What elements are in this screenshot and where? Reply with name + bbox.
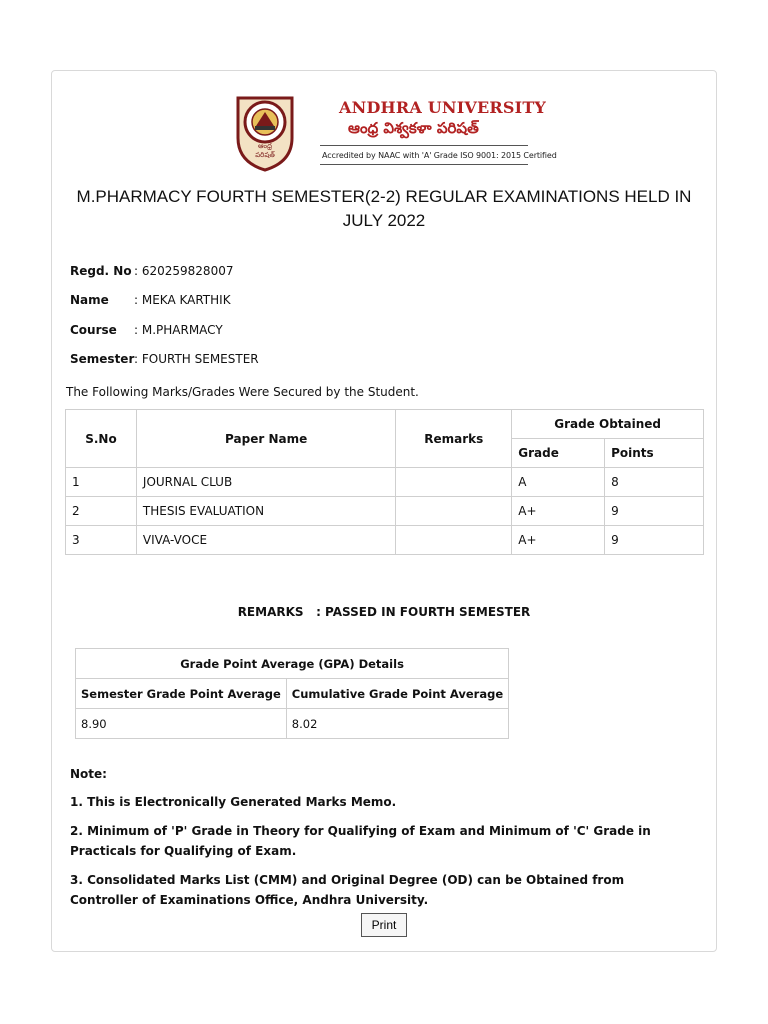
grade-obtained-header: Grade Obtained <box>512 410 704 439</box>
svg-text:పరిషత్: పరిషత్ <box>255 151 275 159</box>
paper-name-header: Paper Name <box>136 410 395 468</box>
remarks-cell <box>396 497 512 526</box>
note-heading: Note: <box>70 767 107 781</box>
note-item: 2. Minimum of 'P' Grade in Theory for Qualifying of Exam and Minimum of 'C' Grade in Practicals for Qualifying of Exam. <box>70 824 651 858</box>
exam-title: M.PHARMACY FOURTH SEMESTER(2-2) REGULAR EXAMINATIONS HELD IN JULY 2022 <box>76 187 692 230</box>
sgpa-header: Semester Grade Point Average <box>76 679 287 709</box>
sgpa-value: 8.90 <box>76 709 287 739</box>
points-cell: 9 <box>605 526 704 555</box>
regd-row <box>70 264 233 278</box>
sno-cell: 1 <box>66 468 137 497</box>
marks-table <box>65 409 704 555</box>
paper-name-cell: VIVA-VOCE <box>136 526 395 555</box>
grade-header: Grade <box>512 439 605 468</box>
grade-cell: A <box>512 468 605 497</box>
table-row <box>66 497 704 526</box>
result-remarks: REMARKS : PASSED IN FOURTH SEMESTER <box>237 605 531 619</box>
remarks-header: Remarks <box>396 410 512 468</box>
course-row <box>70 323 223 337</box>
paper-name-cell: JOURNAL CLUB <box>136 468 395 497</box>
gpa-title: Grade Point Average (GPA) Details <box>76 649 509 679</box>
grade-cell: A+ <box>512 497 605 526</box>
paper-name-cell: THESIS EVALUATION <box>136 497 395 526</box>
remarks-cell <box>396 526 512 555</box>
header-divider <box>320 145 528 146</box>
name-row <box>70 293 231 307</box>
university-name-telugu: ఆంధ్ర విశ్వకళా పరిషత్ <box>348 119 479 137</box>
sno-header: S.No <box>66 410 137 468</box>
course-label: Course <box>70 323 117 337</box>
table-row <box>76 709 509 739</box>
semester-label: Semester <box>70 352 135 366</box>
semester-row <box>70 352 259 366</box>
university-logo <box>234 92 296 172</box>
points-cell: 9 <box>605 497 704 526</box>
cgpa-value: 8.02 <box>286 709 508 739</box>
sno-cell: 2 <box>66 497 137 526</box>
svg-text:ఆంధ్ర: ఆంధ్ర <box>257 142 273 150</box>
accreditation-text: Accredited by NAAC with 'A' Grade ISO 9001: 2015 Certified <box>322 151 557 160</box>
regd-label: Regd. No <box>70 264 132 278</box>
name-label: Name <box>70 293 109 307</box>
note-item: 1. This is Electronically Generated Marks Memo. <box>70 795 397 809</box>
header-divider <box>320 164 528 165</box>
gpa-table <box>75 648 509 739</box>
print-button[interactable]: Print <box>361 913 407 937</box>
grade-cell: A+ <box>512 526 605 555</box>
course-value: : M.PHARMACY <box>134 323 223 337</box>
cgpa-header: Cumulative Grade Point Average <box>286 679 508 709</box>
table-row <box>66 526 704 555</box>
intro-text: The Following Marks/Grades Were Secured by the Student. <box>66 385 419 399</box>
name-value: : MEKA KARTHIK <box>134 293 231 307</box>
semester-value: : FOURTH SEMESTER <box>134 352 259 366</box>
table-row <box>66 468 704 497</box>
points-cell: 8 <box>605 468 704 497</box>
note-item: 3. Consolidated Marks List (CMM) and Original Degree (OD) can be Obtained from Controller of Examinations Office, Andhra University. <box>70 873 625 907</box>
remarks-cell <box>396 468 512 497</box>
university-name: ANDHRA UNIVERSITY <box>339 98 547 117</box>
sno-cell: 3 <box>66 526 137 555</box>
points-header: Points <box>605 439 704 468</box>
regd-value: : 620259828007 <box>134 264 234 278</box>
